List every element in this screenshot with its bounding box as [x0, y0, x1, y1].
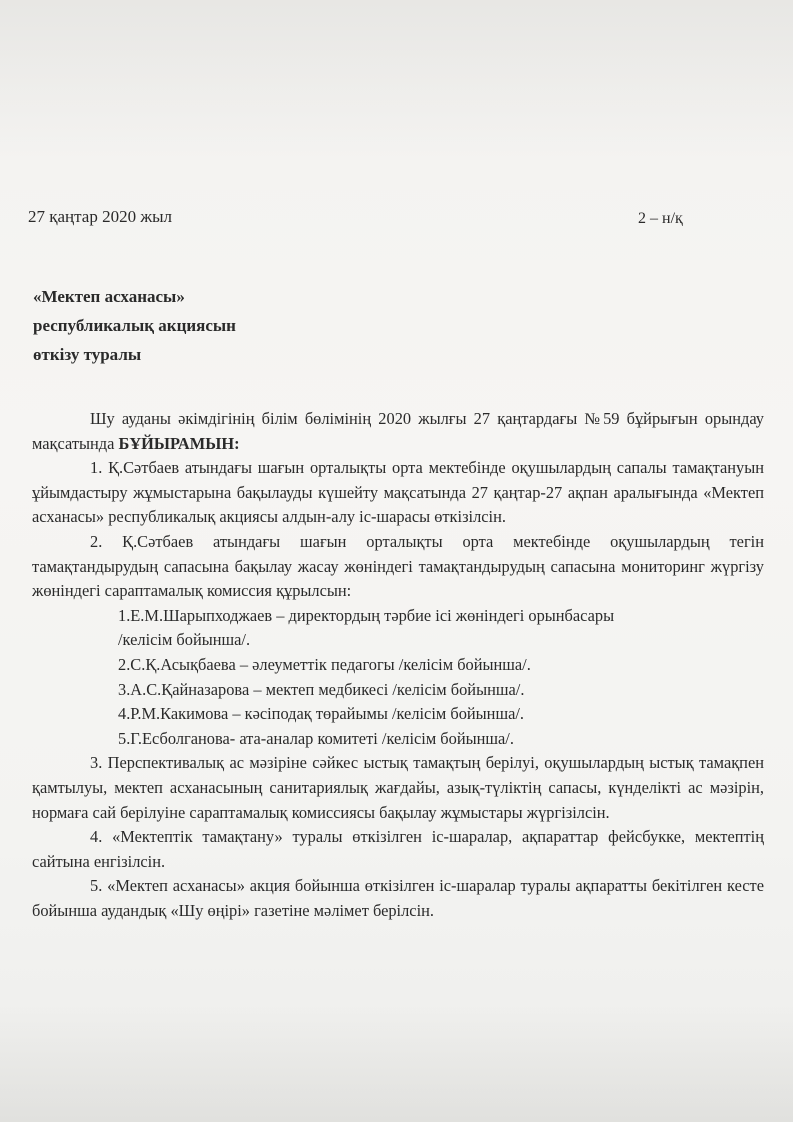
commission-member-4: 4.Р.М.Какимова – кәсіподақ төрайымы /келісім бойынша/. — [118, 704, 524, 724]
commission-member-3: 3.А.С.Қайназарова – мектеп медбикесі /келісім бойынша/. — [118, 679, 525, 699]
order-item-5: 5. «Мектеп асханасы» акция бойынша өткізілген іс-шаралар туралы ақпаратты бекітілген кесте бойынша аудандық «Шу өңірі» газетіне мәлімет берілсін. — [32, 876, 764, 920]
order-item-2: 2. Қ.Сәтбаев атындағы шағын орталықты орта мектебінде оқушылардың тегін тамақтандырудың сапасына бақылау жасау жөніндегі тамақтандырудың сапасына мониторинг жүргізу жөніндегі сараптамалық комиссия құрылсын: — [32, 531, 764, 601]
commission-member-2: 2.С.Қ.Асықбаева – әлеуметтік педагогы /келісім бойынша/. — [118, 654, 531, 674]
subject-line: өткізу туралы — [33, 345, 142, 364]
order-subject — [33, 282, 236, 369]
order-body — [32, 407, 764, 923]
subject-line: республикалық акциясын — [33, 316, 236, 335]
subject-line: «Мектеп асханасы» — [33, 287, 185, 306]
page-shadow-bottom — [0, 1002, 793, 1122]
order-item-3: 3. Перспективалық ас мәзіріне сәйкес ыстық тамақтың берілуі, оқушылардың ыстық тамақпен қамтылуы, мектеп асханасының санитариялық жағдайы, азық-түліктің сапасы, күнделікті ас мәзірін, нормаға сай берілуіне сараптамалық комиссиясы бақылау жұмыстары жүргізілсін. — [32, 753, 764, 822]
order-keyword: БҰЙЫРАМЫН: — [118, 433, 240, 453]
page-shadow-top — [0, 0, 793, 160]
commission-member-1-note: /келісім бойынша/. — [118, 630, 251, 650]
commission-member-1: 1.Е.М.Шарыпходжаев – директордың тәрбие ісі жөніндегі орынбасары — [118, 605, 615, 625]
order-item-1: 1. Қ.Сәтбаев атындағы шағын орталықты орта мектебінде оқушылардың сапалы тамақтануын ұйымдастыру жұмыстарына бақылауды күшейту мақсатында 27 қаңтар-27 ақпан аралығында «Мектеп асханасы» республикалық акциясы алдын-алу іс-шарасы өткізілсін. — [32, 458, 764, 527]
preamble-text: Шу ауданы әкімдігінің білім бөлімінің 2020 жылғы 27 қаңтардағы №59 бұйрығын орындау мақсатында — [32, 409, 764, 453]
order-number: 2 – н/қ — [638, 210, 683, 227]
order-item-4: 4. «Мектептік тамақтану» туралы өткізілген іс-шаралар, ақпараттар фейсбукке, мектептің сайтына енгізілсін. — [32, 827, 764, 871]
preamble-paragraph — [32, 407, 764, 456]
order-date: 27 қаңтар 2020 жыл — [28, 207, 172, 226]
commission-member-5: 5.Г.Есболганова- ата-аналар комитеті /келісім бойынша/. — [118, 728, 514, 748]
